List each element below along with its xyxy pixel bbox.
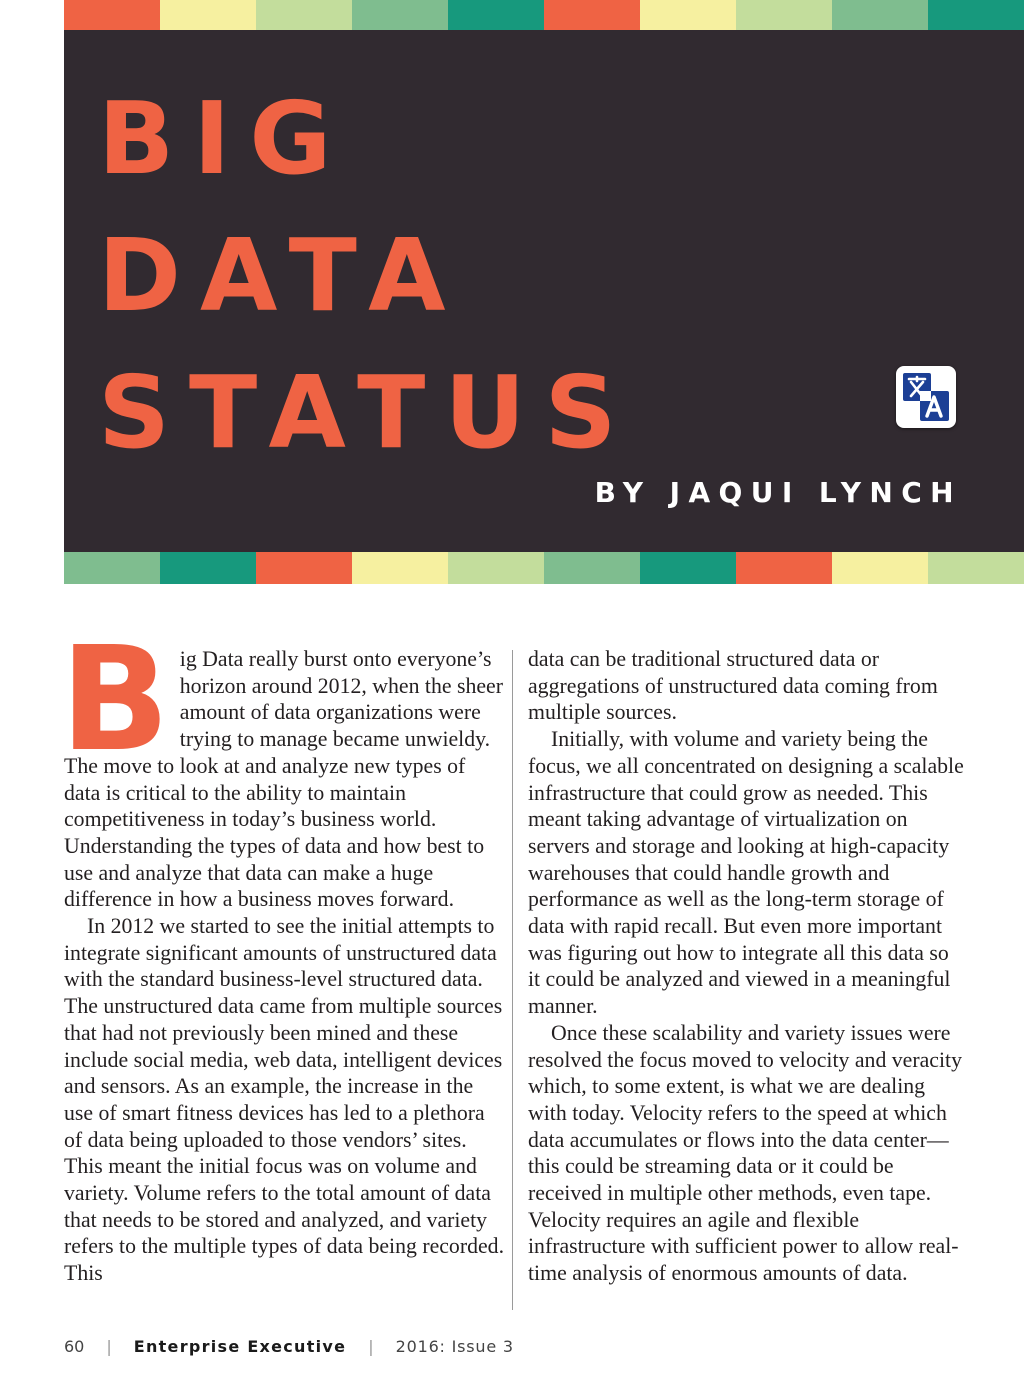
body-paragraph: [60, 615, 506, 913]
stripe-block: [160, 552, 256, 584]
body-paragraph-continued: data can be traditional structured data or aggregations of unstructured data coming from multiple sources.: [528, 647, 938, 725]
stripe-block: [640, 0, 736, 30]
stripe-block: [928, 552, 1024, 584]
stripe-block: [544, 552, 640, 584]
title-line-3: STATUS: [98, 354, 636, 471]
stripe-block: [160, 0, 256, 30]
title-line-1: BIG: [98, 80, 351, 197]
stripe-block: [736, 0, 832, 30]
body-paragraph: Once these scalability and variety issues were resolved the focus moved to velocity and veracity which, to some extent, is what we are dealing with today. Velocity refers to the speed at which data accumulates or flows into the data center—this could be streaming data or it could be received in multiple other methods, even tape. Velocity requires an agile and flexible infrastructure with sufficient power to allow real-time analysis of enormous amounts of data.: [528, 1020, 962, 1286]
stripe-block: [832, 552, 928, 584]
article-title: [98, 70, 636, 481]
left-column: [60, 615, 506, 1287]
issue-label: 2016: Issue 3: [395, 1336, 514, 1356]
stripe-block: [448, 552, 544, 584]
stripe-block: [352, 552, 448, 584]
stripe-block: [64, 0, 160, 30]
drop-cap: B: [60, 615, 170, 783]
title-line-2: DATA: [98, 217, 465, 334]
translate-icon-glyph: [900, 370, 952, 424]
footer-separator: |: [106, 1336, 112, 1356]
top-color-stripe: [64, 0, 1024, 30]
stripe-block: [640, 552, 736, 584]
body-paragraph: Initially, with volume and variety being the focus, we all concentrated on designing a scalable infrastructure that could grow as needed. This meant taking advantage of virtualization on servers and storage and looking at high-capacity warehouses that could handle growth and performance as well as the long-term storage of data with rapid recall. But even more important was figuring out how to integrate all this data so it could be analyzed and viewed in a meaningful manner.: [528, 727, 964, 1019]
translate-icon[interactable]: [896, 366, 956, 428]
footer-separator: |: [368, 1336, 374, 1356]
opening-paragraph-text: ig Data really burst onto everyone’s horizon around 2012, when the sheer amount of data organizations were trying to manage became unwieldy. The move to look at and analyze new types of data is critical to the ability to maintain competitiveness in today’s business world. Understanding the types of data and how best to use and analyze that data can make a huge difference in how a business moves forward.: [64, 647, 503, 912]
stripe-block: [256, 0, 352, 30]
stripe-block: [448, 0, 544, 30]
bottom-color-stripe: [64, 552, 1024, 584]
stripe-block: [544, 0, 640, 30]
stripe-block: [832, 0, 928, 30]
right-column: [528, 646, 964, 1287]
publication-name: Enterprise Executive: [133, 1336, 347, 1356]
body-paragraph: In 2012 we started to see the initial attempts to integrate significant amounts of unstructured data with the standard business-level structured data. The unstructured data came from multiple sources that had not previously been mined and these include social media, web data, intelligent devices and sensors. As an example, the increase in the use of smart fitness devices has led to a plethora of data being uploaded to those vendors’ sites. This meant the initial focus was on volume and variety. Volume refers to the total amount of data that needs to be stored and analyzed, and variety refers to the multiple types of data being recorded. This: [64, 914, 505, 1286]
stripe-block: [928, 0, 1024, 30]
stripe-block: [64, 552, 160, 584]
stripe-block: [736, 552, 832, 584]
stripe-block: [256, 552, 352, 584]
byline: BY JAQUI LYNCH: [594, 476, 962, 509]
column-divider: [512, 650, 513, 1310]
page-footer: [64, 1334, 514, 1358]
title-banner: [64, 30, 1024, 552]
page-number: 60: [64, 1336, 85, 1356]
stripe-block: [352, 0, 448, 30]
